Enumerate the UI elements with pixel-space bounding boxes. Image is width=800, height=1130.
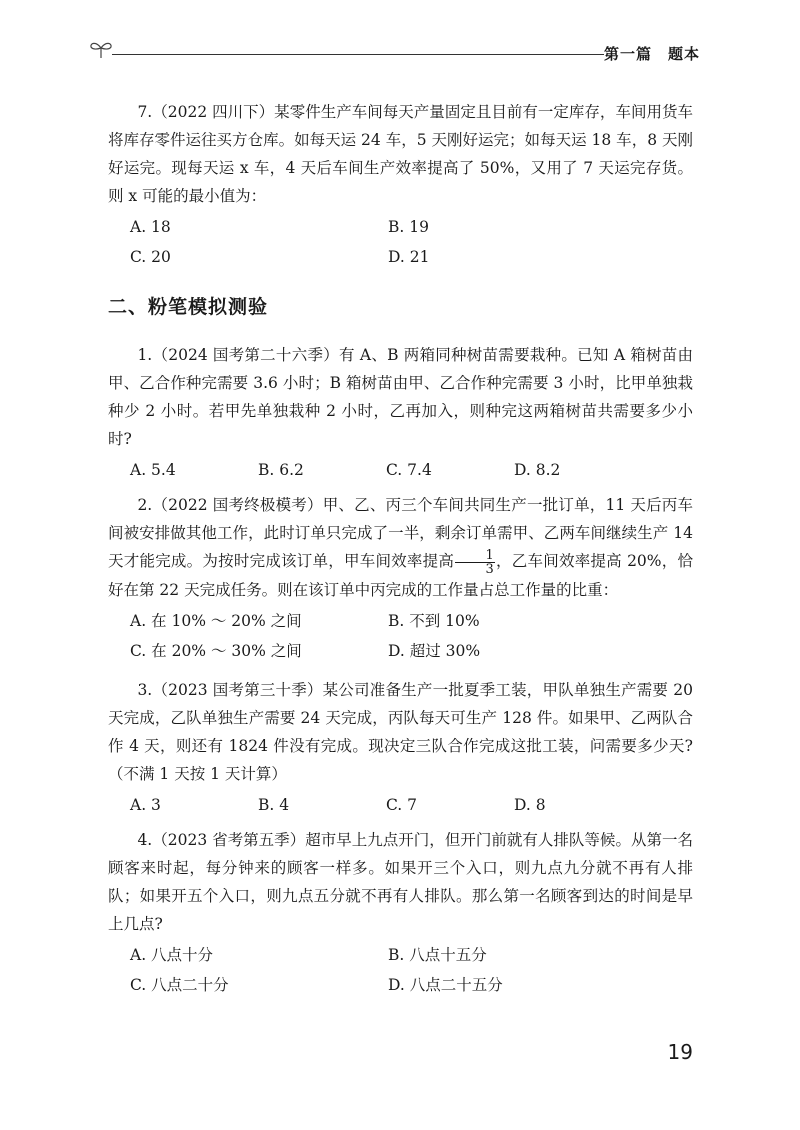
page-number: 19 — [667, 1040, 693, 1064]
section-title: 第一篇 题本 — [603, 45, 700, 63]
option-d: D. 8 — [514, 795, 546, 814]
fraction-numerator: 1 — [455, 549, 495, 563]
section-heading: 二、粉笔模拟测验 — [108, 296, 269, 318]
option-a: A. 5.4 — [130, 461, 176, 479]
mock-question-1: 1.（2024 国考第二十六季）有 A、B 两箱同种树苗需要栽种。已知 A 箱树苗由甲、乙合作种完需要 3.6 小时；B 箱树苗由甲、乙合作种完需要 3 小时，比甲单独栽种少 2 小时。若甲先单独栽种 2 小时，乙再加入，则种完这两箱树苗共需要多少小时? — [108, 346, 693, 448]
fraction — [455, 549, 495, 576]
option-a: A. 18 — [130, 218, 171, 236]
option-b: B. 6.2 — [258, 461, 304, 479]
option-a: A. 八点十分 — [130, 945, 214, 964]
question-text: 2.（2022 国考终极模考）甲、乙、丙三个车间共同生产一批订单，11 天后丙车间被安排做其他工作，此时订单只完成了一半，剩余订单需甲、乙两车间继续生产 14 天才能完成。为按时完成该订单，甲车间效率提高 — [108, 496, 693, 570]
option-c: C. 7 — [386, 795, 418, 814]
question-7: 7.（2022 四川下）某零件生产车间每天产量固定且目前有一定库存，车间用货车将库存零件运往买方仓库。如每天运 24 车，5 天刚好运完；如每天运 18 车，8 天刚好运完。现每天运 x 车，4 天后车间生产效率提高了 50%，又用了 7 天运完存货。则 x 可能的最小值为： — [108, 103, 693, 205]
option-a: A. 3 — [130, 795, 161, 814]
options-mock-question-2 — [130, 610, 693, 662]
question-text-continued: ，乙车间效率提高 20%，恰好在第 22 天完成任务。则在该订单中丙完成的工作量占总工作量的比重： — [108, 552, 693, 599]
option-a: A. 在 10% ～ 20% 之间 — [130, 611, 302, 630]
options-mock-question-4 — [130, 944, 693, 996]
option-d: D. 超过 30% — [388, 641, 481, 660]
options-mock-question-1 — [130, 459, 693, 481]
sprout-icon — [88, 38, 114, 60]
option-b: B. 19 — [388, 218, 429, 236]
option-d: D. 八点二十五分 — [388, 975, 503, 994]
page-content — [108, 98, 693, 1010]
option-b: B. 4 — [258, 795, 290, 814]
mock-question-2 — [108, 491, 693, 604]
option-c: C. 7.4 — [386, 461, 432, 479]
running-header — [88, 32, 700, 62]
option-c: C. 八点二十分 — [130, 975, 229, 994]
option-d: D. 21 — [388, 248, 430, 266]
option-d: D. 8.2 — [514, 461, 561, 479]
fraction-denominator: 3 — [485, 561, 494, 577]
header-rule — [112, 54, 604, 55]
option-b: B. 不到 10% — [388, 611, 480, 630]
options-question-7 — [130, 216, 693, 268]
option-c: C. 在 20% ～ 30% 之间 — [130, 641, 302, 660]
option-b: B. 八点十五分 — [388, 945, 487, 964]
mock-question-4: 4.（2023 省考第五季）超市早上九点开门，但开门前就有人排队等候。从第一名顾客来时起，每分钟来的顾客一样多。如果开三个入口，则九点九分就不再有人排队；如果开五个入口，则九点五分就不再有人排队。那么第一名顾客到达的时间是早上几点? — [108, 830, 693, 933]
options-mock-question-3 — [130, 794, 693, 816]
option-c: C. 20 — [130, 248, 171, 266]
mock-question-3: 3.（2023 国考第三十季）某公司准备生产一批夏季工装，甲队单独生产需要 20 天完成，乙队单独生产需要 24 天完成，丙队每天可生产 128 件。如果甲、乙两队合作 4 天，则还有 1824 件没有完成。现决定三队合作完成这批工装，问需要多少天?（不满 1 天按 1 天计算） — [108, 680, 693, 783]
